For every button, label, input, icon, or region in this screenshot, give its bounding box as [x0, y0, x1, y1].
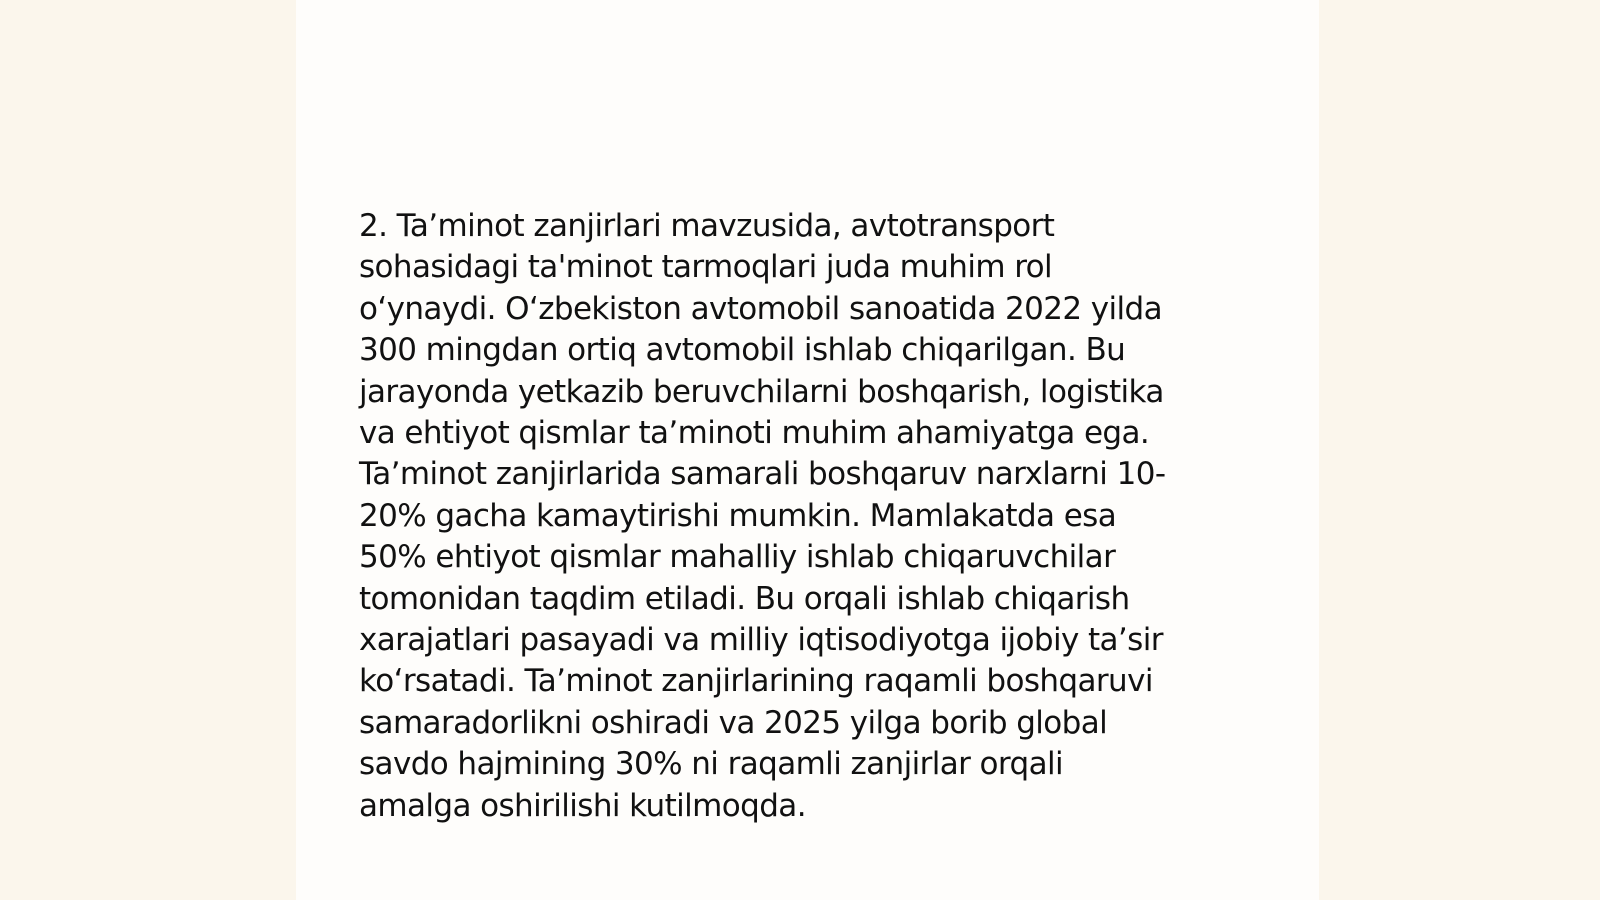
slide-body-paragraph: 2. Ta’minot zanjirlari mavzusida, avtotransport sohasidagi ta'minot tarmoqlari juda muhim rol o‘ynaydi. O‘zbekiston avtomobil sanoatida 2022 yilda 300 mingdan ortiq avtomobil ishlab chiqarilgan. Bu jarayonda yetkazib beruvchilarni boshqarish, logistika va ehtiyot qismlar ta’minoti muhim ahamiyatga ega. Ta’minot zanjirlarida samarali boshqaruv narxlarni 10- 20% gacha kamaytirishi mumkin. Mamlakatda esa 50% ehtiyot qismlar mahalliy ishlab chiqaruvchilar tomonidan taqdim etiladi. Bu orqali ishlab chiqarish xarajatlari pasayadi va milliy iqtisodiyotga ijobiy ta’sir ko‘rsatadi. Ta’minot zanjirlarining raqamli boshqaruvi samaradorlikni oshiradi va 2025 yilga borib global savdo hajmining 30% ni raqamli zanjirlar orqali amalga oshirilishi kutilmoqda. [359, 208, 1166, 824]
slide-page [296, 0, 1319, 900]
